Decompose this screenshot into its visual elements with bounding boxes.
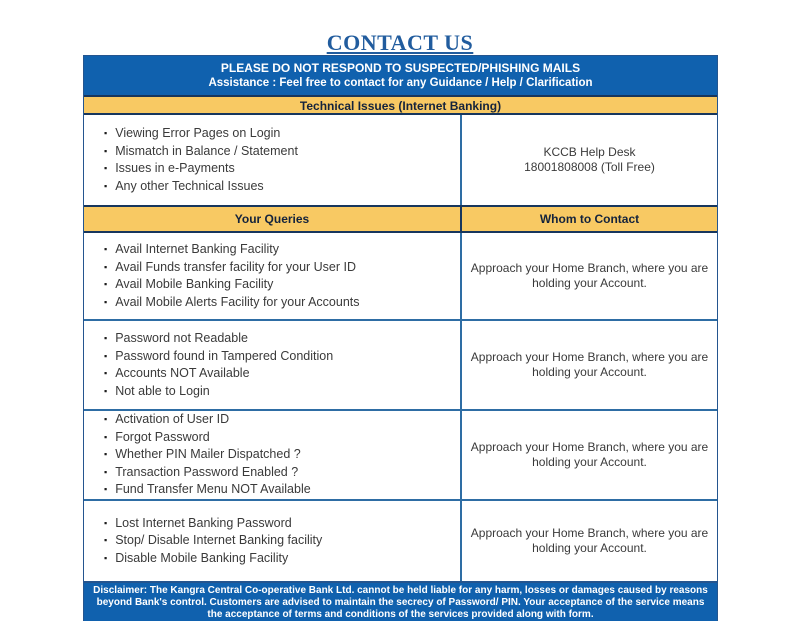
list-item-label: Stop/ Disable Internet Banking facility (115, 533, 323, 548)
list-item-label: Avail Funds transfer facility for your User ID (115, 259, 357, 274)
list-item-label: Not able to Login (115, 383, 210, 398)
list-item (104, 294, 360, 312)
list-item (104, 515, 322, 533)
queries-cell (84, 411, 462, 499)
section-header-technical-issues: Technical Issues (Internet Banking) (84, 95, 717, 115)
list-item (104, 276, 360, 294)
whom-to-contact-cell: Approach your Home Branch, where you are holding your Account. (470, 350, 709, 379)
column-header-whom-to-contact: Whom to Contact (539, 212, 640, 226)
helpdesk-contact (524, 145, 655, 175)
list-item (104, 259, 360, 277)
list-item-label: Avail Mobile Alerts Facility for your Accounts (115, 294, 360, 309)
bullet-icon: ▪ (104, 128, 108, 138)
table-row-activation-issues (84, 411, 717, 501)
list-item-label: Lost Internet Banking Password (115, 515, 292, 530)
page-title: CONTACT US (326, 30, 474, 55)
phishing-warning-banner (84, 55, 717, 95)
list-item-label: Avail Internet Banking Facility (115, 242, 279, 256)
helpdesk-tollfree-number: 18001808008 (Toll Free) (524, 160, 655, 174)
bullet-icon: ▪ (104, 279, 108, 289)
bullet-icon: ▪ (104, 552, 108, 563)
list-item-label: Any other Technical Issues (115, 178, 264, 193)
list-item (104, 481, 311, 499)
bullet-icon: ▪ (104, 414, 108, 425)
list-item (104, 532, 322, 550)
list-item-label: Accounts NOT Available (115, 366, 250, 380)
list-item (104, 241, 360, 259)
list-item (104, 550, 322, 568)
list-item-label: Fund Transfer Menu NOT Available (115, 482, 311, 497)
list-item-label: Mismatch in Balance / Statement (115, 143, 298, 158)
contact-table (83, 55, 718, 621)
helpdesk-contact-cell (462, 115, 717, 205)
table-row-disable-services (84, 501, 717, 581)
whom-to-contact-cell: Approach your Home Branch, where you are holding your Account. (470, 526, 709, 555)
bullet-icon: ▪ (104, 350, 108, 361)
list-item (104, 160, 298, 178)
list-item (104, 446, 311, 464)
column-headers-bar (84, 205, 717, 233)
list-item-label: Transaction Password Enabled ? (115, 464, 299, 479)
helpdesk-name: KCCB Help Desk (543, 145, 636, 159)
bullet-icon: ▪ (104, 484, 108, 495)
banner-assistance-line: Assistance : Feel free to contact for any Guidance / Help / Clarification (208, 77, 593, 89)
bullet-icon: ▪ (104, 535, 108, 546)
bullet-icon: ▪ (104, 244, 108, 254)
queries-cell (84, 501, 462, 581)
list-item (104, 143, 298, 161)
bullet-icon: ▪ (104, 180, 108, 191)
list-item-label: Disable Mobile Banking Facility (115, 550, 289, 565)
queries-list (104, 241, 360, 311)
list-item-label: Password not Readable (115, 331, 248, 345)
list-item (104, 429, 311, 447)
list-item (104, 178, 298, 196)
whom-to-contact-cell: Approach your Home Branch, where you are holding your Account. (470, 440, 709, 469)
queries-list (104, 515, 322, 568)
list-item-label: Issues in e-Payments (115, 161, 235, 175)
queries-cell (84, 233, 462, 319)
list-item-label: Activation of User ID (115, 412, 230, 427)
bullet-icon: ▪ (104, 261, 108, 272)
bullet-icon: ▪ (104, 145, 108, 156)
queries-list (104, 411, 311, 499)
bullet-icon: ▪ (104, 368, 108, 378)
bullet-icon: ▪ (104, 449, 108, 460)
disclaimer-bar: Disclaimer: The Kangra Central Co-operative Bank Ltd. cannot be held liable for any harm, losses or damages caused by reasons beyond Bank's control. Customers are advised to maintain the secrecy of Password/ PIN. Your acceptance of the service means the acceptance of terms and conditions of the services provided along with form. (84, 581, 717, 621)
list-item-label: Password found in Tampered Condition (115, 348, 334, 363)
list-item (104, 383, 333, 401)
list-item (104, 348, 333, 366)
queries-cell (84, 321, 462, 409)
list-item-label: Viewing Error Pages on Login (115, 126, 281, 140)
whom-to-contact-cell: Approach your Home Branch, where you are holding your Account. (470, 261, 709, 290)
technical-issues-list (104, 125, 298, 195)
bullet-icon: ▪ (104, 333, 108, 343)
table-row-avail-facilities (84, 233, 717, 321)
list-item (104, 411, 311, 429)
table-row-technical (84, 115, 717, 205)
list-item (104, 125, 298, 143)
list-item-label: Forgot Password (115, 429, 210, 444)
bullet-icon: ▪ (104, 385, 108, 396)
bullet-icon: ▪ (104, 163, 108, 173)
bullet-icon: ▪ (104, 466, 108, 477)
list-item (104, 365, 333, 383)
list-item (104, 464, 311, 482)
list-item-label: Avail Mobile Banking Facility (115, 277, 274, 291)
queries-list (104, 330, 333, 400)
bullet-icon: ▪ (104, 517, 108, 528)
column-header-your-queries: Your Queries (84, 207, 462, 231)
bullet-icon: ▪ (104, 431, 108, 442)
list-item (104, 330, 333, 348)
banner-warning-line: PLEASE DO NOT RESPOND TO SUSPECTED/PHISHING MAILS (220, 61, 581, 75)
list-item-label: Whether PIN Mailer Dispatched ? (115, 447, 301, 462)
bullet-icon: ▪ (104, 296, 108, 307)
technical-issues-cell (84, 115, 462, 205)
table-row-password-issues (84, 321, 717, 411)
